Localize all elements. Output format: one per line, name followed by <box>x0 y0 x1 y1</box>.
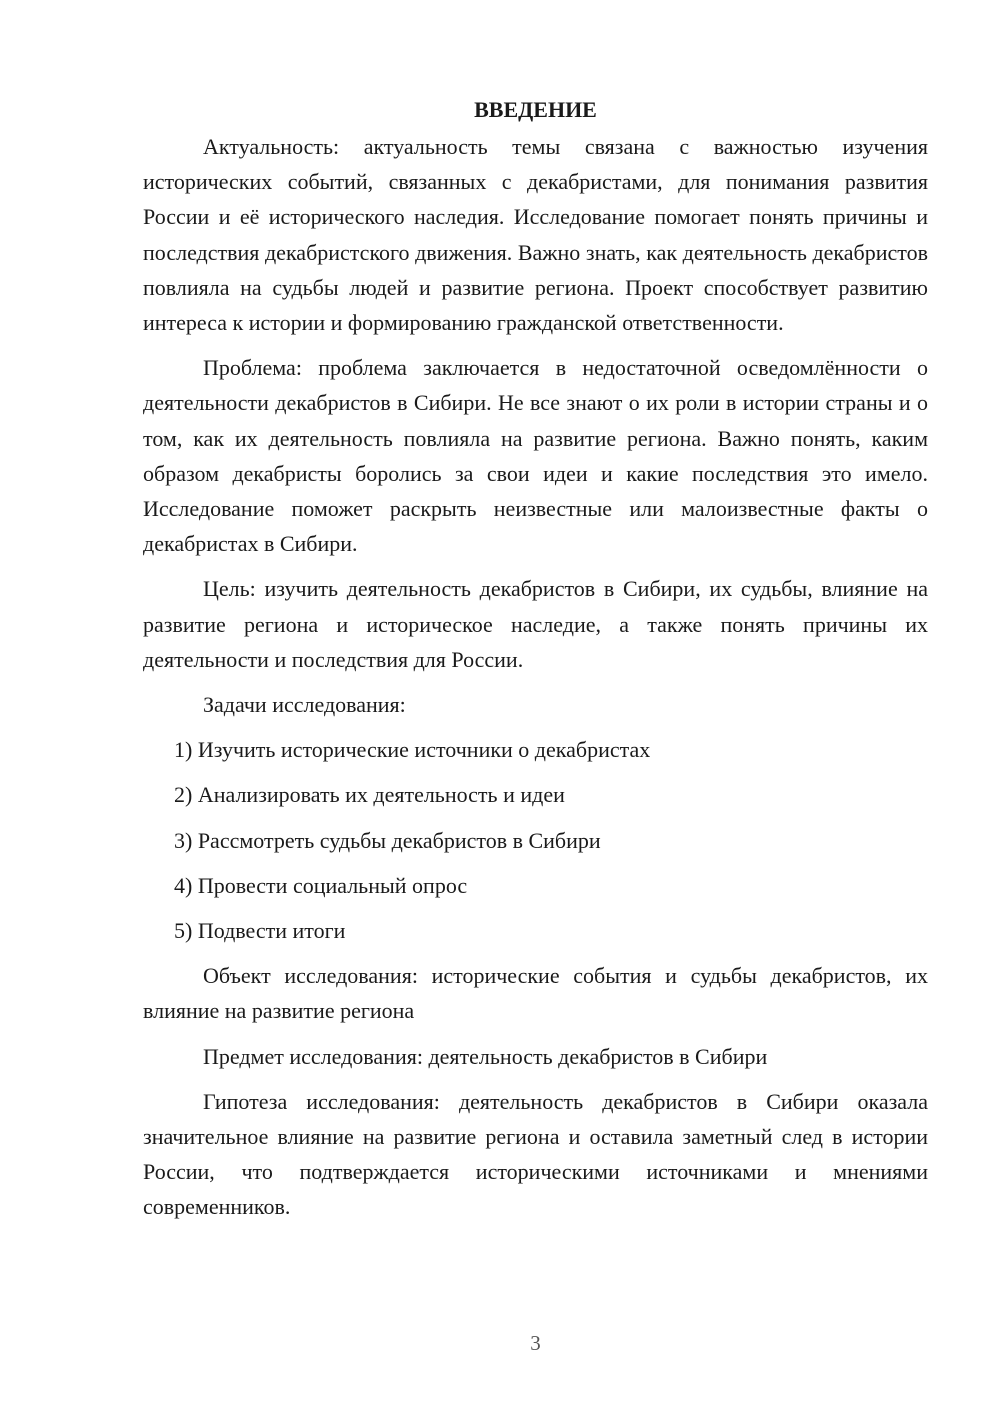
goal-paragraph: Цель: изучить деятельность декабристов в Сибири, их судьбы, влияние на развитие региона и историческое наследие, а также понять причины их деятельности и последствия для России. <box>143 576 928 672</box>
list-item: 3) Рассмотреть судьбы декабристов в Сибири <box>174 827 601 853</box>
document-page <box>143 92 928 1235</box>
actuality-paragraph: Актуальность: актуальность темы связана с важностью изучения исторических событий, связанных с декабристами, для понимания развития России и её исторического наследия. Исследование помогает понять причины и последствия декабристского движения. Важно знать, как деятельность декабристов повлияла на судьбы людей и развитие региона. Проект способствует развитию интереса к истории и формированию гражданской ответственности. <box>143 134 928 336</box>
hypothesis-paragraph: Гипотеза исследования: деятельность декабристов в Сибири оказала значительное влияние на развитие региона и оставила заметный след в истории России, что подтверждается историческими источниками и мнениями современников. <box>143 1088 928 1220</box>
list-item: 1) Изучить исторические источники о декабристах <box>174 737 651 763</box>
problem-paragraph: Проблема: проблема заключается в недостаточной осведомлённости о деятельности декабристов в Сибири. Не все знают о их роли в истории страны и о том, как их деятельность повлияла на развитие региона. Важно понять, каким образом декабристы боролись за свои идеи и какие последствия это имело. Исследование поможет раскрыть неизвестные или малоизвестные факты о декабристах в Сибири. <box>143 355 928 557</box>
page-title: ВВЕДЕНИЕ <box>474 97 597 122</box>
list-item: 2) Анализировать их деятельность и идеи <box>174 782 565 808</box>
tasks-list <box>143 732 928 948</box>
page-number: 3 <box>530 1331 541 1355</box>
tasks-heading: Задачи исследования: <box>203 692 406 718</box>
subject-paragraph: Предмет исследования: деятельность декабристов в Сибири <box>203 1043 768 1069</box>
list-item: 5) Подвести итоги <box>174 918 346 944</box>
object-paragraph: Объект исследования: исторические события и судьбы декабристов, их влияние на развитие региона <box>143 963 928 1024</box>
list-item: 4) Провести социальный опрос <box>174 872 468 898</box>
